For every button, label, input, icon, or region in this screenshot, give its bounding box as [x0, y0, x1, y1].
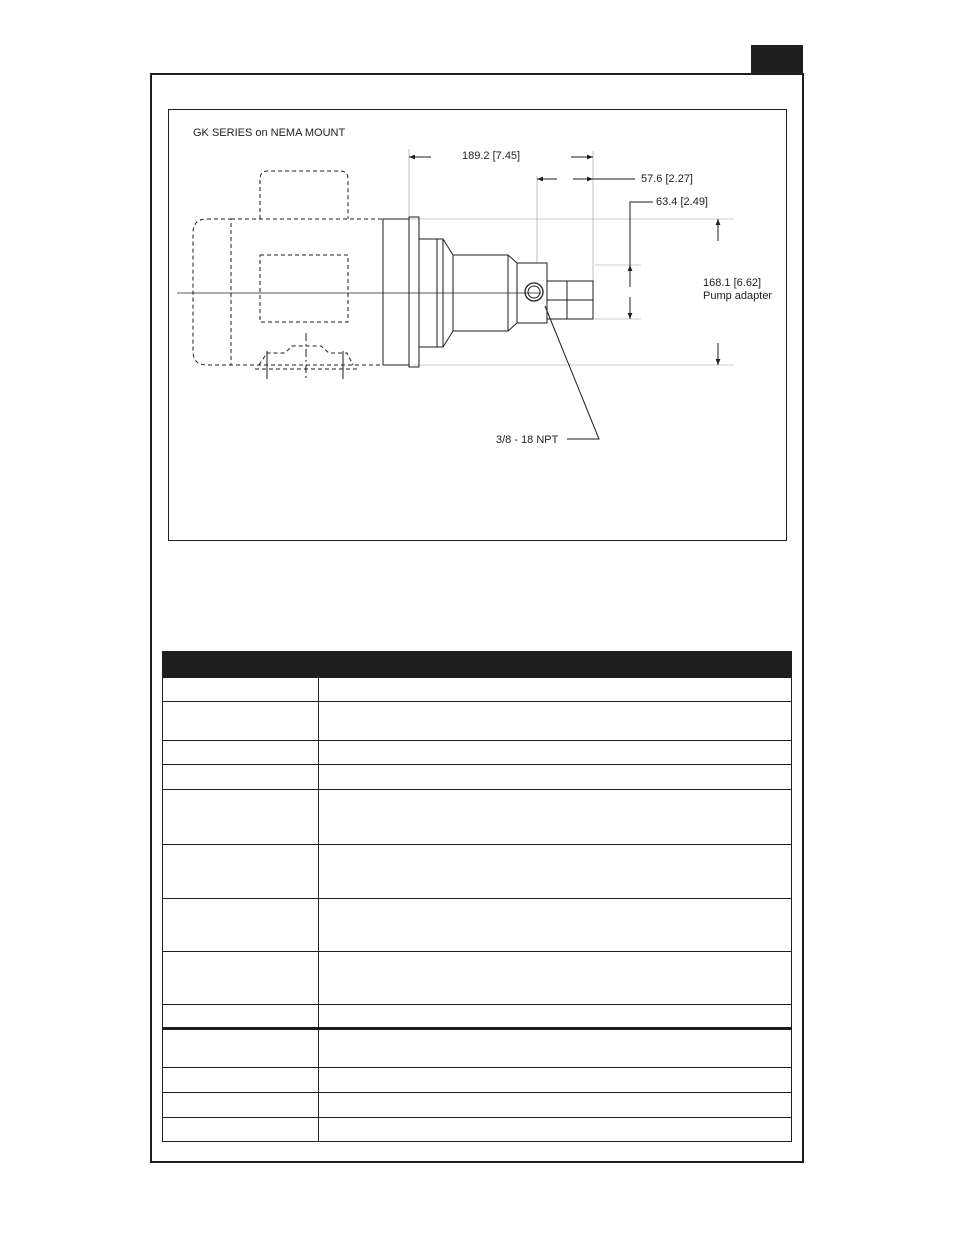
table-row	[163, 702, 792, 741]
row-label	[163, 1068, 319, 1093]
drawing-title: GK SERIES on NEMA MOUNT	[193, 127, 346, 139]
spec-table-header	[163, 652, 792, 678]
row-value	[319, 765, 792, 790]
row-value	[319, 1005, 792, 1029]
row-value	[319, 790, 792, 845]
table-row	[163, 678, 792, 702]
row-label	[163, 702, 319, 741]
dim-adapter-height: 168.1 [6.62]	[703, 277, 762, 289]
row-label	[163, 1005, 319, 1029]
row-label	[163, 1093, 319, 1118]
row-value	[319, 1118, 792, 1142]
row-value	[319, 1029, 792, 1068]
row-value	[319, 741, 792, 765]
motor-body	[193, 171, 419, 381]
dim-shaft-height: 63.4 [2.49]	[656, 196, 708, 208]
table-row	[163, 1005, 792, 1029]
table-row	[163, 952, 792, 1005]
row-label	[163, 790, 319, 845]
row-value	[319, 678, 792, 702]
page-tab-marker	[751, 45, 803, 74]
row-label	[163, 952, 319, 1005]
table-row	[163, 790, 792, 845]
spec-table	[162, 651, 792, 1142]
dim-overall-length: 189.2 [7.45]	[462, 150, 521, 162]
table-row	[163, 741, 792, 765]
row-value	[319, 899, 792, 952]
table-row	[163, 1118, 792, 1142]
table-row	[163, 765, 792, 790]
spec-table-header-cell	[163, 652, 319, 678]
row-label	[163, 741, 319, 765]
row-label	[163, 845, 319, 899]
dim-shaft-length: 57.6 [2.27]	[641, 173, 693, 185]
table-row	[163, 899, 792, 952]
table-row	[163, 1068, 792, 1093]
row-value	[319, 1093, 792, 1118]
row-label	[163, 1118, 319, 1142]
row-value	[319, 702, 792, 741]
drawing-frame	[168, 109, 787, 541]
row-label	[163, 765, 319, 790]
dim-adapter-label: Pump adapter	[703, 290, 773, 302]
row-value	[319, 845, 792, 899]
table-row	[163, 1093, 792, 1118]
row-label	[163, 1029, 319, 1068]
table-row	[163, 1029, 792, 1068]
row-value	[319, 952, 792, 1005]
row-value	[319, 1068, 792, 1093]
row-label	[163, 678, 319, 702]
table-row	[163, 845, 792, 899]
port-label: 3/8 - 18 NPT	[496, 434, 559, 446]
technical-drawing	[169, 110, 788, 542]
spec-table-header-cell	[319, 652, 792, 678]
row-label	[163, 899, 319, 952]
